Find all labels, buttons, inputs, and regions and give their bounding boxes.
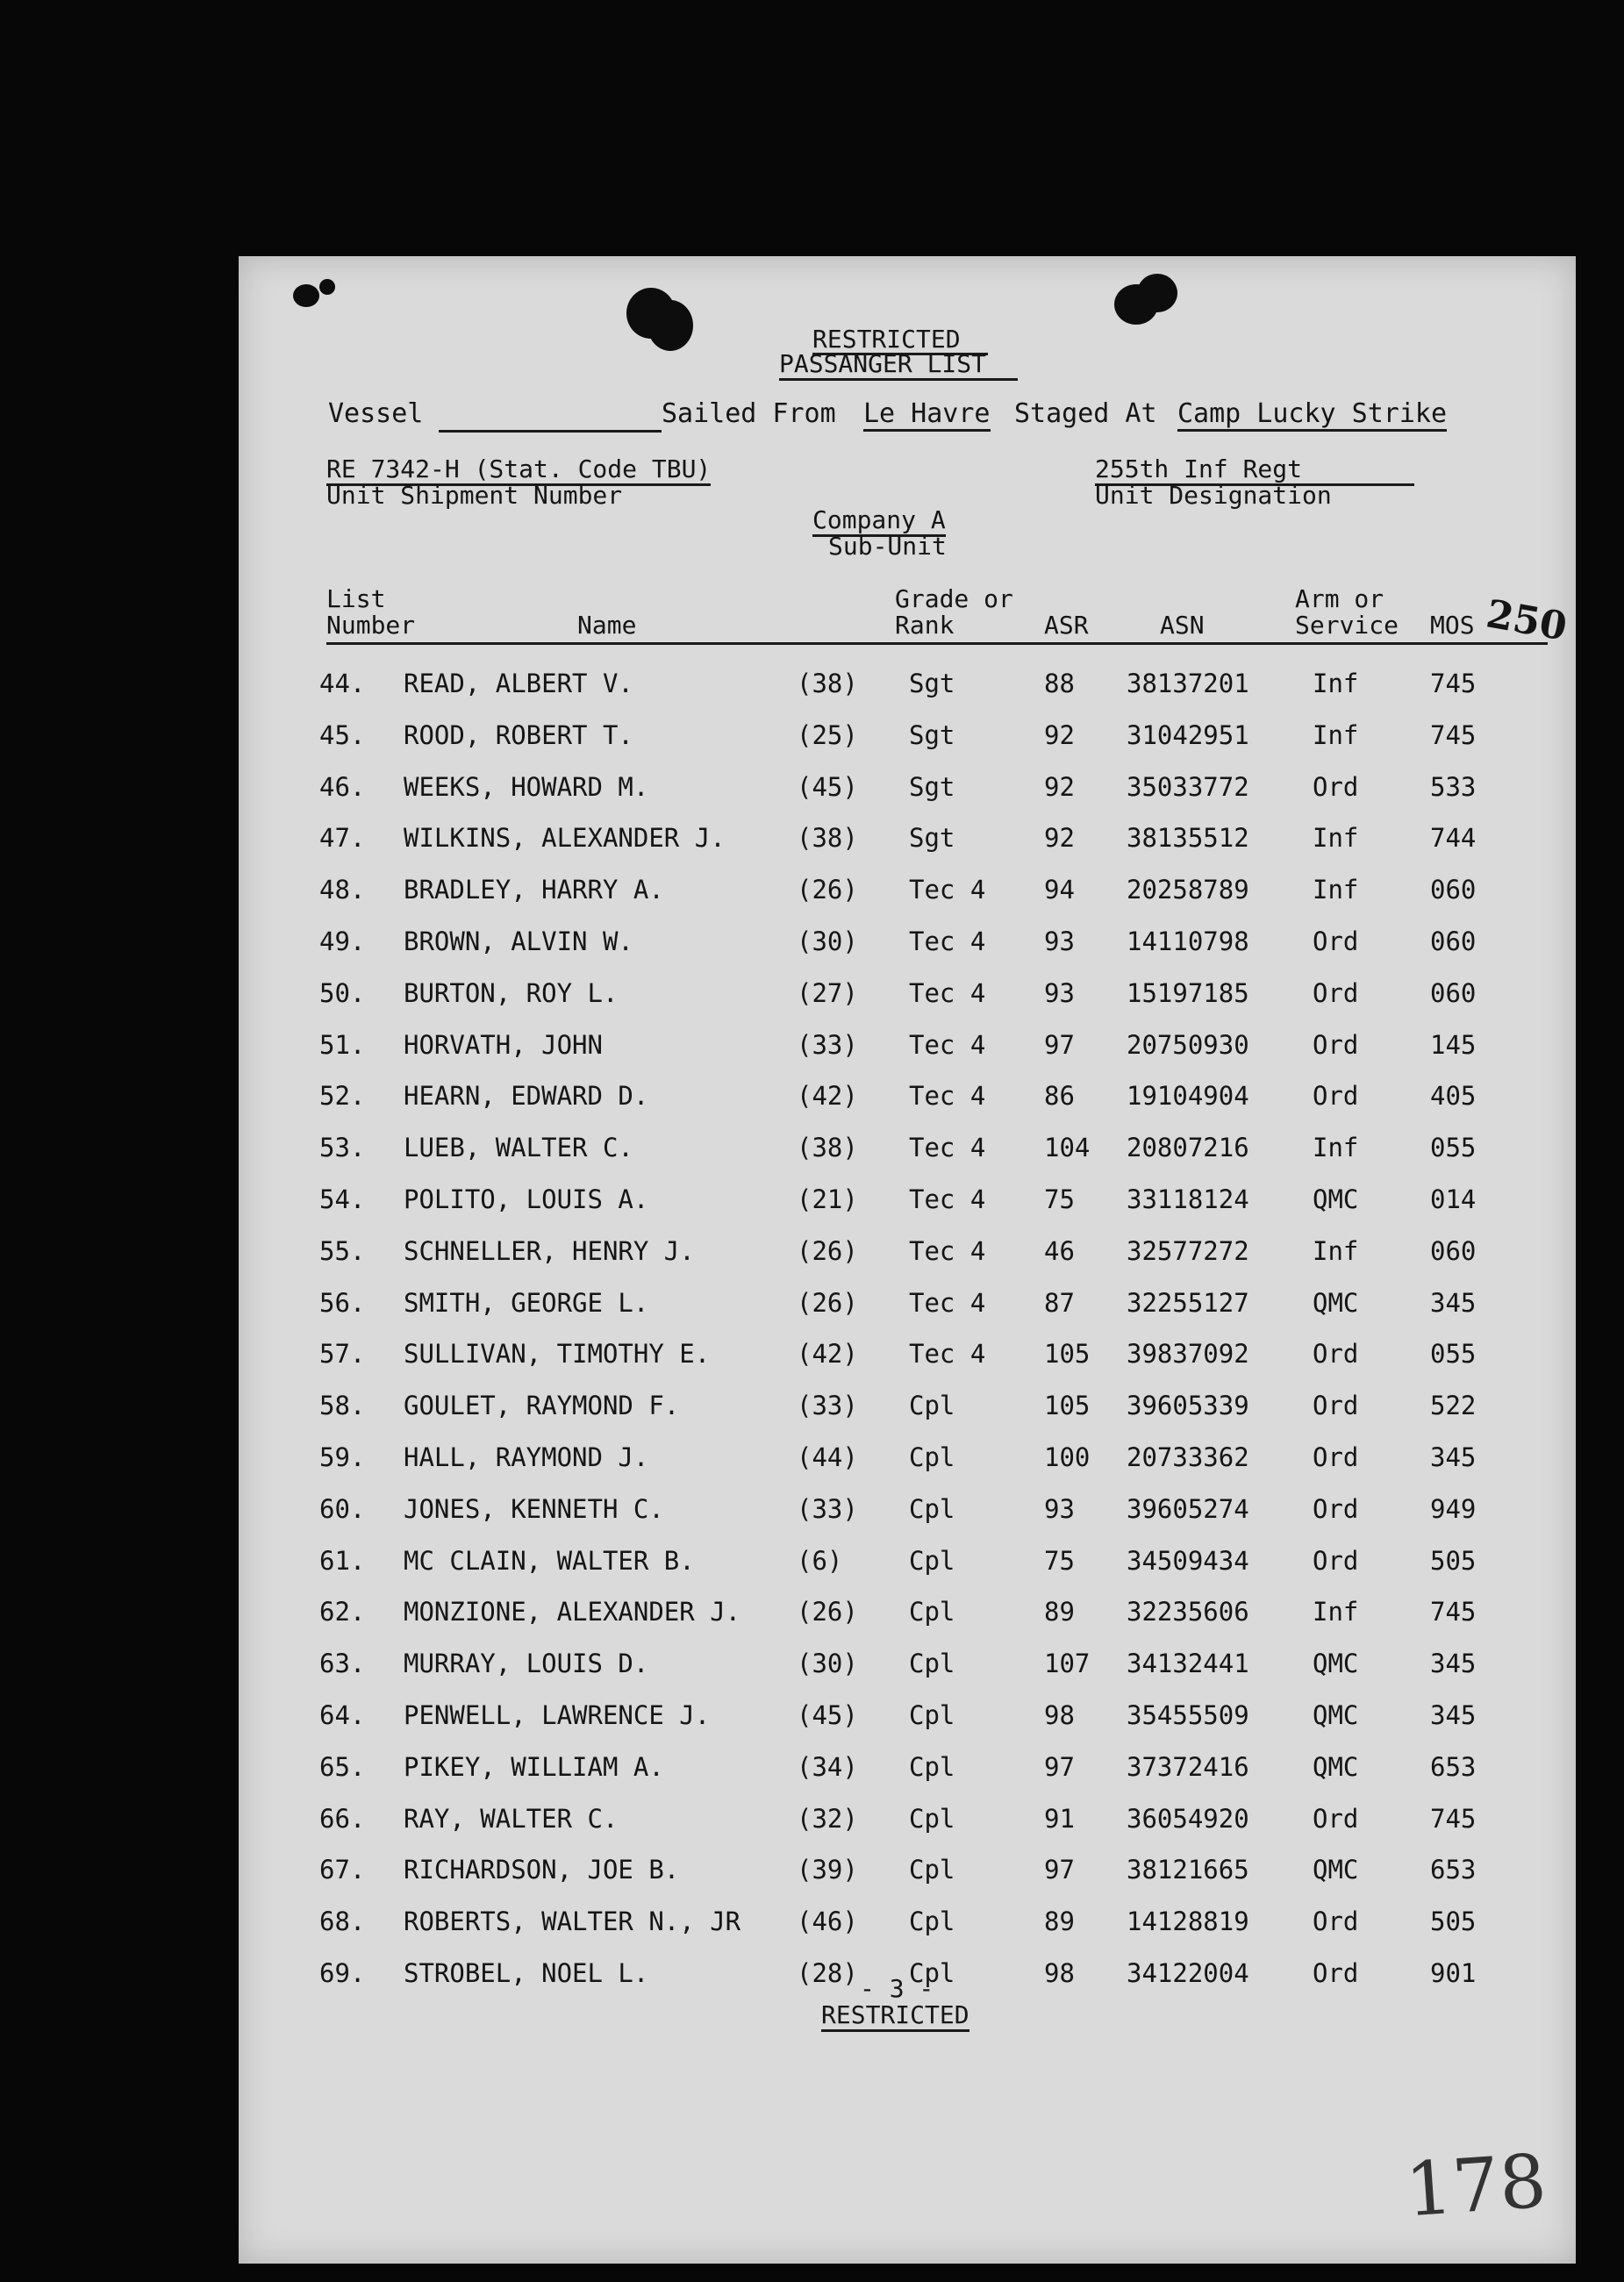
mos-code: 345 (1430, 1442, 1477, 1472)
table-row (239, 1752, 1576, 1787)
mos-code: 653 (1430, 1751, 1477, 1782)
table-row (239, 1494, 1576, 1529)
passenger-name: SCHNELLER, HENRY J. (404, 1235, 695, 1266)
asr-score: 46 (1044, 1235, 1075, 1266)
passenger-name: LUEB, WALTER C. (404, 1133, 633, 1163)
table-row (239, 1855, 1576, 1890)
asr-score: 87 (1044, 1287, 1075, 1318)
list-number: 46. (319, 771, 366, 802)
age: (45) (797, 771, 858, 802)
asr-score: 86 (1044, 1081, 1075, 1112)
asr-score: 104 (1044, 1133, 1091, 1163)
passenger-name: BURTON, ROY L. (404, 977, 619, 1008)
serial-number: 14128819 (1127, 1906, 1249, 1937)
mos-code: 405 (1430, 1081, 1477, 1112)
asr-score: 100 (1044, 1442, 1091, 1472)
unit-designation-label: Unit Designation (1095, 481, 1332, 510)
arm-or-service: Ord (1313, 1391, 1359, 1421)
vessel-label: Vessel (328, 398, 424, 429)
serial-number: 31042951 (1127, 719, 1249, 750)
asr-score: 105 (1044, 1339, 1091, 1370)
table-row (239, 1339, 1576, 1374)
arm-or-service: Ord (1313, 926, 1359, 956)
col-list-number-bottom: Number (326, 611, 416, 640)
col-asn: ASN (1160, 611, 1205, 640)
asr-score: 105 (1044, 1391, 1091, 1421)
age: (30) (797, 926, 858, 956)
serial-number: 19104904 (1127, 1081, 1249, 1112)
passenger-name: MC CLAIN, WALTER B. (404, 1545, 695, 1576)
serial-number: 34509434 (1127, 1545, 1249, 1576)
passenger-name: STROBEL, NOEL L. (404, 1958, 649, 1988)
mos-code: 745 (1430, 669, 1477, 698)
passenger-name: HORVATH, JOHN (404, 1029, 603, 1060)
serial-number: 38137201 (1127, 669, 1249, 698)
passenger-name: BRADLEY, HARRY A. (404, 875, 664, 905)
unit-designation-value: 255th Inf Regt (1095, 454, 1303, 483)
asr-score: 88 (1044, 669, 1075, 698)
table-row (239, 875, 1576, 910)
passenger-name: WEEKS, HOWARD M. (404, 771, 649, 802)
list-number: 69. (319, 1958, 366, 1988)
age: (42) (797, 1339, 858, 1370)
grade: Sgt (909, 719, 955, 750)
age: (21) (797, 1184, 858, 1214)
arm-or-service: Ord (1313, 1029, 1359, 1060)
sailed-from-value: Le Havre (863, 398, 991, 432)
mos-code: 060 (1430, 1235, 1477, 1266)
col-mos: MOS (1430, 611, 1475, 640)
asr-score: 91 (1044, 1803, 1075, 1834)
grade: Sgt (909, 823, 955, 854)
mos-code: 505 (1430, 1545, 1477, 1576)
serial-number: 39605339 (1127, 1391, 1249, 1421)
grade: Tec 4 (909, 1184, 986, 1214)
passenger-name: SMITH, GEORGE L. (404, 1287, 649, 1318)
mos-code: 522 (1430, 1391, 1477, 1421)
mos-code: 345 (1430, 1700, 1477, 1730)
list-number: 49. (319, 926, 366, 956)
age: (26) (797, 1597, 858, 1627)
unit-shipment-number-value: RE 7342-H (Stat. Code TBU) (326, 454, 711, 486)
arm-or-service: Inf (1313, 875, 1359, 905)
arm-or-service: Ord (1313, 1442, 1359, 1472)
col-grade-top: Grade or (895, 584, 1013, 613)
arm-or-service: QMC (1313, 1751, 1359, 1782)
grade: Cpl (909, 1442, 955, 1472)
grade: Cpl (909, 1545, 955, 1576)
table-row (239, 978, 1576, 1013)
mos-code: 745 (1430, 719, 1477, 750)
page-number: - 3 - (860, 1974, 934, 2003)
unit-shipment-number-label: Unit Shipment Number (326, 481, 623, 510)
age: (38) (797, 1133, 858, 1163)
ink-blot-left-small (319, 279, 335, 295)
col-grade-bottom: Rank (895, 611, 955, 640)
arm-or-service: Inf (1313, 669, 1359, 698)
age: (32) (797, 1803, 858, 1834)
mos-code: 653 (1430, 1855, 1477, 1885)
list-number: 65. (319, 1751, 366, 1782)
handwritten-page-number: 178 (1402, 2137, 1549, 2234)
list-number: 60. (319, 1493, 366, 1524)
arm-or-service: Ord (1313, 977, 1359, 1008)
table-row (239, 720, 1576, 755)
passenger-name: READ, ALBERT V. (404, 669, 633, 698)
list-title-underline (779, 378, 1018, 381)
passenger-name: RICHARDSON, JOE B. (404, 1855, 680, 1885)
grade: Cpl (909, 1649, 955, 1679)
passenger-name: MURRAY, LOUIS D. (404, 1649, 649, 1679)
age: (44) (797, 1442, 858, 1472)
grade: Sgt (909, 669, 955, 698)
serial-number: 37372416 (1127, 1751, 1249, 1782)
mos-code: 060 (1430, 875, 1477, 905)
passenger-name: PIKEY, WILLIAM A. (404, 1751, 664, 1782)
mos-code: 345 (1430, 1287, 1477, 1318)
mos-code: 060 (1430, 926, 1477, 956)
grade: Cpl (909, 1906, 955, 1937)
mos-code: 533 (1430, 771, 1477, 802)
mos-code: 744 (1430, 823, 1477, 854)
table-row (239, 1081, 1576, 1116)
list-number: 62. (319, 1597, 366, 1627)
asr-score: 92 (1044, 771, 1075, 802)
arm-or-service: QMC (1313, 1700, 1359, 1730)
table-row (239, 1391, 1576, 1426)
list-number: 68. (319, 1906, 366, 1937)
table-row (239, 1442, 1576, 1477)
document-page (239, 256, 1576, 2264)
age: (26) (797, 875, 858, 905)
grade: Tec 4 (909, 1133, 986, 1163)
table-row (239, 669, 1576, 704)
age: (38) (797, 823, 858, 854)
serial-number: 20807216 (1127, 1133, 1249, 1163)
age: (33) (797, 1493, 858, 1524)
arm-or-service: Ord (1313, 1958, 1359, 1988)
age: (6) (797, 1545, 843, 1576)
serial-number: 32235606 (1127, 1597, 1249, 1627)
col-arm-top: Arm or (1295, 584, 1384, 613)
table-row (239, 1546, 1576, 1581)
grade: Tec 4 (909, 1235, 986, 1266)
grade: Tec 4 (909, 875, 986, 905)
list-number: 48. (319, 875, 366, 905)
list-title: PASSANGER LIST (779, 349, 987, 378)
passenger-name: PENWELL, LAWRENCE J. (404, 1700, 711, 1730)
list-number: 50. (319, 977, 366, 1008)
col-list-number-top: List (326, 584, 386, 613)
asr-score: 92 (1044, 823, 1075, 854)
mos-code: 505 (1430, 1906, 1477, 1937)
list-number: 63. (319, 1649, 366, 1679)
table-row (239, 1184, 1576, 1220)
asr-score: 93 (1044, 977, 1075, 1008)
passenger-name: HALL, RAYMOND J. (404, 1442, 649, 1472)
grade: Tec 4 (909, 1287, 986, 1318)
list-number: 45. (319, 719, 366, 750)
asr-score: 94 (1044, 875, 1075, 905)
asr-score: 98 (1044, 1700, 1075, 1730)
age: (39) (797, 1855, 858, 1885)
grade: Cpl (909, 1700, 955, 1730)
grade: Tec 4 (909, 977, 986, 1008)
passenger-name: ROOD, ROBERT T. (404, 719, 633, 750)
asr-score: 107 (1044, 1649, 1091, 1679)
sub-unit-value: Company A (812, 505, 946, 537)
list-number: 59. (319, 1442, 366, 1472)
serial-number: 15197185 (1127, 977, 1249, 1008)
age: (26) (797, 1235, 858, 1266)
serial-number: 33118124 (1127, 1184, 1249, 1214)
serial-number: 20258789 (1127, 875, 1249, 905)
vessel-blank (439, 430, 662, 433)
list-number: 64. (319, 1700, 366, 1730)
passenger-name: JONES, KENNETH C. (404, 1493, 664, 1524)
col-name: Name (577, 611, 637, 640)
list-number: 44. (319, 669, 366, 698)
mos-code: 055 (1430, 1133, 1477, 1163)
list-number: 53. (319, 1133, 366, 1163)
serial-number: 39837092 (1127, 1339, 1249, 1370)
grade: Cpl (909, 1493, 955, 1524)
serial-number: 20750930 (1127, 1029, 1249, 1060)
list-number: 47. (319, 823, 366, 854)
mos-code: 745 (1430, 1803, 1477, 1834)
passenger-name: MONZIONE, ALEXANDER J. (404, 1597, 741, 1627)
age: (38) (797, 669, 858, 698)
table-row (239, 1030, 1576, 1065)
table-row (239, 1597, 1576, 1632)
table-row (239, 1906, 1576, 1942)
asr-score: 97 (1044, 1029, 1075, 1060)
restricted-heading: RESTRICTED (812, 325, 961, 354)
passenger-name: WILKINS, ALEXANDER J. (404, 823, 726, 854)
asr-score: 75 (1044, 1545, 1075, 1576)
serial-number: 34122004 (1127, 1958, 1249, 1988)
list-number: 55. (319, 1235, 366, 1266)
serial-number: 32577272 (1127, 1235, 1249, 1266)
grade: Cpl (909, 1855, 955, 1885)
grade: Tec 4 (909, 1029, 986, 1060)
arm-or-service: Ord (1313, 1493, 1359, 1524)
passenger-name: RAY, WALTER C. (404, 1803, 619, 1834)
age: (42) (797, 1081, 858, 1112)
table-header-underline (326, 642, 1548, 645)
serial-number: 39605274 (1127, 1493, 1249, 1524)
grade: Cpl (909, 1391, 955, 1421)
mos-code: 060 (1430, 977, 1477, 1008)
arm-or-service: Ord (1313, 1081, 1359, 1112)
list-number: 61. (319, 1545, 366, 1576)
passenger-name: HEARN, EDWARD D. (404, 1081, 649, 1112)
serial-number: 32255127 (1127, 1287, 1249, 1318)
mos-code: 055 (1430, 1339, 1477, 1370)
age: (33) (797, 1391, 858, 1421)
table-row (239, 1288, 1576, 1323)
asr-score: 93 (1044, 1493, 1075, 1524)
age: (34) (797, 1751, 858, 1782)
asr-score: 92 (1044, 719, 1075, 750)
list-number: 52. (319, 1081, 366, 1112)
table-row (239, 926, 1576, 962)
age: (26) (797, 1287, 858, 1318)
grade: Tec 4 (909, 926, 986, 956)
grade: Tec 4 (909, 1081, 986, 1112)
table-row (239, 1804, 1576, 1839)
age: (27) (797, 977, 858, 1008)
mos-code: 745 (1430, 1597, 1477, 1627)
asr-score: 97 (1044, 1751, 1075, 1782)
grade: Cpl (909, 1958, 955, 1988)
asr-score: 98 (1044, 1958, 1075, 1988)
serial-number: 36054920 (1127, 1803, 1249, 1834)
age: (46) (797, 1906, 858, 1937)
grade: Cpl (909, 1803, 955, 1834)
list-number: 66. (319, 1803, 366, 1834)
list-number: 67. (319, 1855, 366, 1885)
grade: Sgt (909, 771, 955, 802)
arm-or-service: QMC (1313, 1649, 1359, 1679)
grade: Tec 4 (909, 1339, 986, 1370)
sailed-from-label: Sailed From (662, 398, 836, 429)
serial-number: 35455509 (1127, 1700, 1249, 1730)
arm-or-service: Ord (1313, 1545, 1359, 1576)
age: (45) (797, 1700, 858, 1730)
arm-or-service: Inf (1313, 1235, 1359, 1266)
serial-number: 34132441 (1127, 1649, 1249, 1679)
table-row (239, 823, 1576, 858)
stamp-number-250: 250 (1483, 591, 1570, 650)
punch-hole-right-b (1137, 274, 1177, 312)
col-arm-bottom: Service (1295, 611, 1399, 640)
table-row (239, 1700, 1576, 1735)
table-row (239, 1649, 1576, 1684)
asr-score: 89 (1044, 1597, 1075, 1627)
serial-number: 35033772 (1127, 771, 1249, 802)
arm-or-service: Inf (1313, 719, 1359, 750)
age: (28) (797, 1958, 858, 1988)
list-number: 58. (319, 1391, 366, 1421)
age: (33) (797, 1029, 858, 1060)
col-asr: ASR (1044, 611, 1089, 640)
punch-hole-center-b (647, 300, 693, 351)
passenger-name: POLITO, LOUIS A. (404, 1184, 649, 1214)
age: (25) (797, 719, 858, 750)
asr-score: 89 (1044, 1906, 1075, 1937)
staged-at-label: Staged At (1014, 398, 1157, 429)
age: (30) (797, 1649, 858, 1679)
table-row (239, 772, 1576, 807)
list-number: 51. (319, 1029, 366, 1060)
list-number: 57. (319, 1339, 366, 1370)
mos-code: 901 (1430, 1958, 1477, 1988)
table-row (239, 1236, 1576, 1271)
mos-code: 345 (1430, 1649, 1477, 1679)
grade: Cpl (909, 1751, 955, 1782)
mos-code: 949 (1430, 1493, 1477, 1524)
passenger-name: BROWN, ALVIN W. (404, 926, 633, 956)
arm-or-service: Ord (1313, 1339, 1359, 1370)
arm-or-service: Ord (1313, 771, 1359, 802)
passenger-name: ROBERTS, WALTER N., JR (404, 1906, 741, 1937)
table-row (239, 1133, 1576, 1168)
asr-score: 75 (1044, 1184, 1075, 1214)
mos-code: 145 (1430, 1029, 1477, 1060)
arm-or-service: Ord (1313, 1906, 1359, 1937)
arm-or-service: QMC (1313, 1287, 1359, 1318)
sub-unit-label: Sub-Unit (828, 532, 947, 561)
serial-number: 14110798 (1127, 926, 1249, 956)
arm-or-service: Inf (1313, 823, 1359, 854)
serial-number: 38135512 (1127, 823, 1249, 854)
list-number: 56. (319, 1287, 366, 1318)
arm-or-service: QMC (1313, 1184, 1359, 1214)
passenger-name: GOULET, RAYMOND F. (404, 1391, 680, 1421)
restricted-footer: RESTRICTED (821, 2000, 969, 2032)
serial-number: 38121665 (1127, 1855, 1249, 1885)
asr-score: 93 (1044, 926, 1075, 956)
staged-at-value: Camp Lucky Strike (1177, 398, 1447, 432)
mos-code: 014 (1430, 1184, 1477, 1214)
asr-score: 97 (1044, 1855, 1075, 1885)
arm-or-service: Inf (1313, 1133, 1359, 1163)
passenger-name: SULLIVAN, TIMOTHY E. (404, 1339, 711, 1370)
serial-number: 20733362 (1127, 1442, 1249, 1472)
list-number: 54. (319, 1184, 366, 1214)
arm-or-service: QMC (1313, 1855, 1359, 1885)
arm-or-service: Ord (1313, 1803, 1359, 1834)
arm-or-service: Inf (1313, 1597, 1359, 1627)
ink-blot-left (293, 284, 319, 307)
grade: Cpl (909, 1597, 955, 1627)
